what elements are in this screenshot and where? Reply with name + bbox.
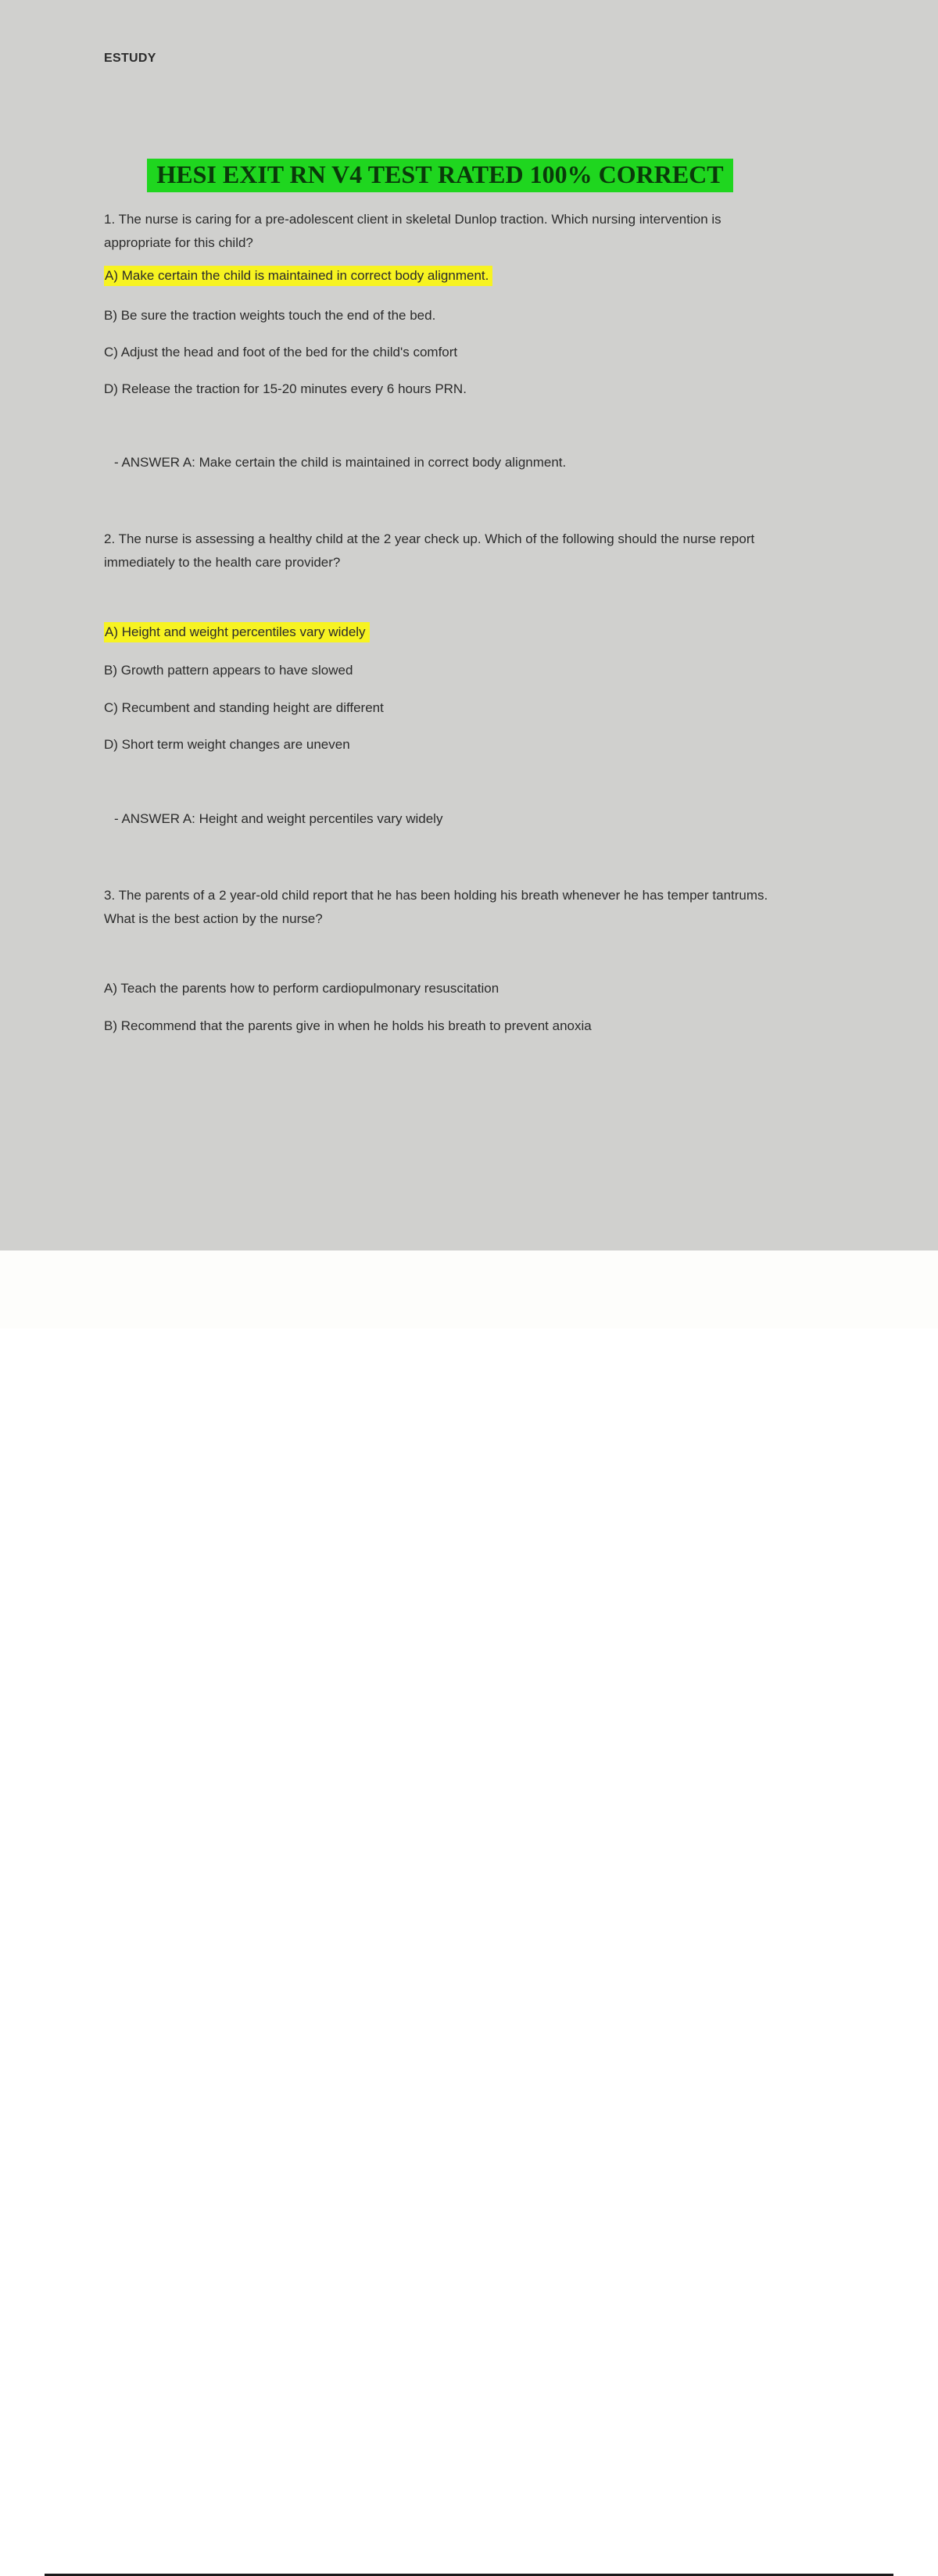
question-2-text: 2. The nurse is assessing a healthy child at the 2 year check up. Which of the following should the nurse report immediately to the health care provider?	[104, 531, 755, 570]
watermark-estudy: ESTUDY	[104, 52, 156, 65]
page-title: HESI EXIT RN V4 TEST RATED 100% CORRECT	[147, 159, 732, 192]
question-1-option-c: C) Adjust the head and foot of the bed for the child's comfort	[104, 345, 458, 360]
question-1-option-a	[104, 267, 807, 285]
footer-band	[0, 1250, 938, 1329]
highlighted-answer-option: A) Make certain the child is maintained in correct body alignment.	[104, 266, 492, 286]
question-1-option-b: B) Be sure the traction weights touch the end of the bed.	[104, 308, 436, 323]
question-2-answer-line: - ANSWER A: Height and weight percentiles vary widely	[114, 811, 443, 826]
question-2-option-d: D) Short term weight changes are uneven	[104, 737, 350, 752]
document-canvas	[0, 0, 938, 1250]
question-2-option-b: B) Growth pattern appears to have slowed	[104, 663, 353, 678]
question-3-option-b: B) Recommend that the parents give in when he holds his breath to prevent anoxia	[104, 1018, 592, 1033]
question-3-option-a: A) Teach the parents how to perform cardiopulmonary resuscitation	[104, 981, 499, 996]
question-1-answer-line: - ANSWER A: Make certain the child is maintained in correct body alignment.	[114, 455, 567, 470]
question-2-option-a	[104, 623, 807, 642]
highlighted-answer-option: A) Height and weight percentiles vary widely	[104, 622, 370, 642]
question-1-option-d: D) Release the traction for 15-20 minutes every 6 hours PRN.	[104, 381, 467, 396]
title-row	[104, 159, 776, 192]
question-3-text: 3. The parents of a 2 year-old child report that he has been holding his breath whenever he has temper tantrums. What is the best action by the nurse?	[104, 888, 768, 926]
question-1-text: 1. The nurse is caring for a pre-adolescent client in skeletal Dunlop traction. Which nursing intervention is appropriate for this child?	[104, 212, 721, 250]
question-2-option-c: C) Recumbent and standing height are different	[104, 700, 384, 715]
